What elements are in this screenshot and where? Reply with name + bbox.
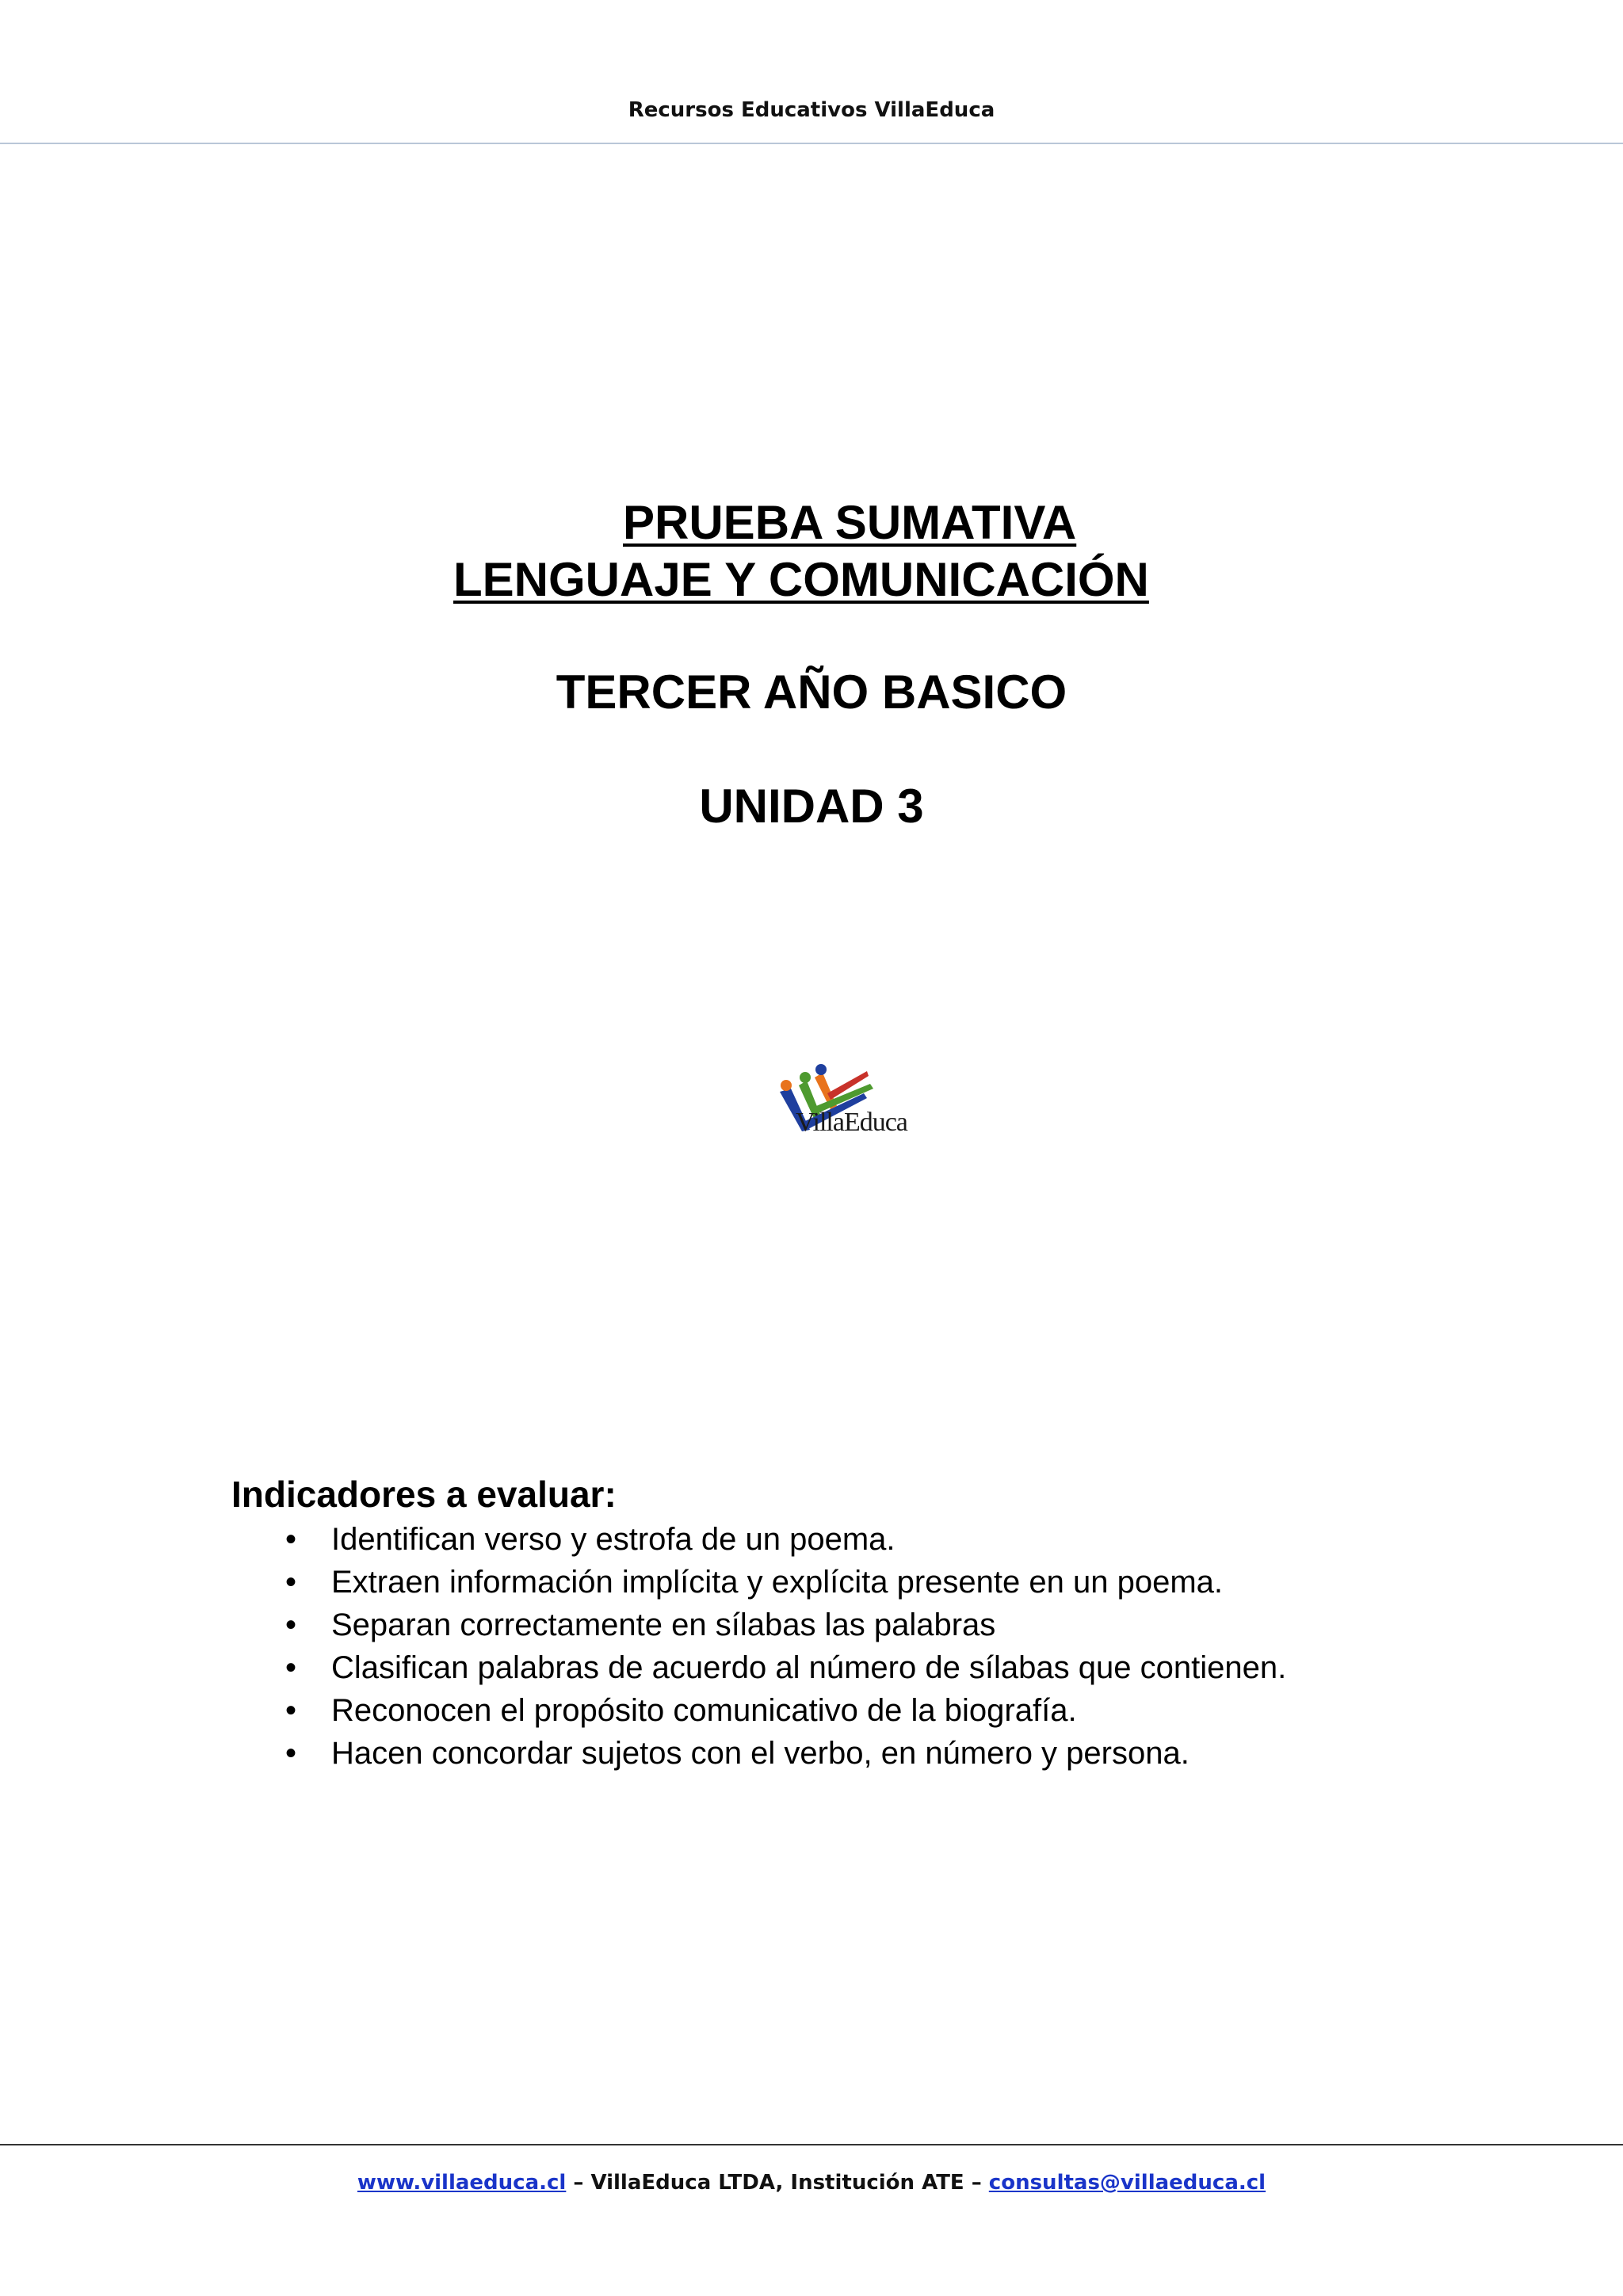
page-header: Recursos Educativos VillaEduca [628,98,995,122]
website-link[interactable]: www.villaeduca.cl [357,2171,567,2195]
bullet-icon: • [285,1736,297,1771]
unit-heading: UNIDAD 3 [699,780,924,833]
title-line-1: PRUEBA SUMATIVA [623,496,1077,549]
title-line-2: LENGUAJE Y COMUNICACIÓN [453,553,1149,606]
indicators-list [281,1518,1286,1775]
page-footer [0,2171,1623,2195]
bullet-icon: • [285,1650,297,1685]
list-item: • Reconocen el propósito comunicativo de la biografía. [281,1689,1286,1732]
list-item: • Hacen concordar sujetos con el verbo, en número y persona. [281,1732,1286,1775]
bullet-icon: • [285,1522,297,1557]
bullet-icon: • [285,1693,297,1728]
bullet-icon: • [285,1565,297,1600]
bullet-icon: • [285,1608,297,1642]
list-item: • Separan correctamente en sílabas las palabras [281,1604,1286,1646]
list-item: • Identifican verso y estrofa de un poema. [281,1518,1286,1561]
email-link[interactable]: consultas@villaeduca.cl [988,2171,1266,2195]
logo-wordmark: VillaEduca [796,1108,907,1137]
list-item: • Clasifican palabras de acuerdo al número de sílabas que contienen. [281,1646,1286,1689]
header-divider [0,143,1623,144]
footer-text: – VillaEduca LTDA, Institución ATE – [566,2171,989,2195]
footer-divider [0,2144,1623,2145]
indicators-heading: Indicadores a evaluar: [231,1474,617,1515]
grade-heading: TERCER AÑO BASICO [556,666,1067,719]
list-item: • Extraen información implícita y explícita presente en un poema. [281,1561,1286,1604]
